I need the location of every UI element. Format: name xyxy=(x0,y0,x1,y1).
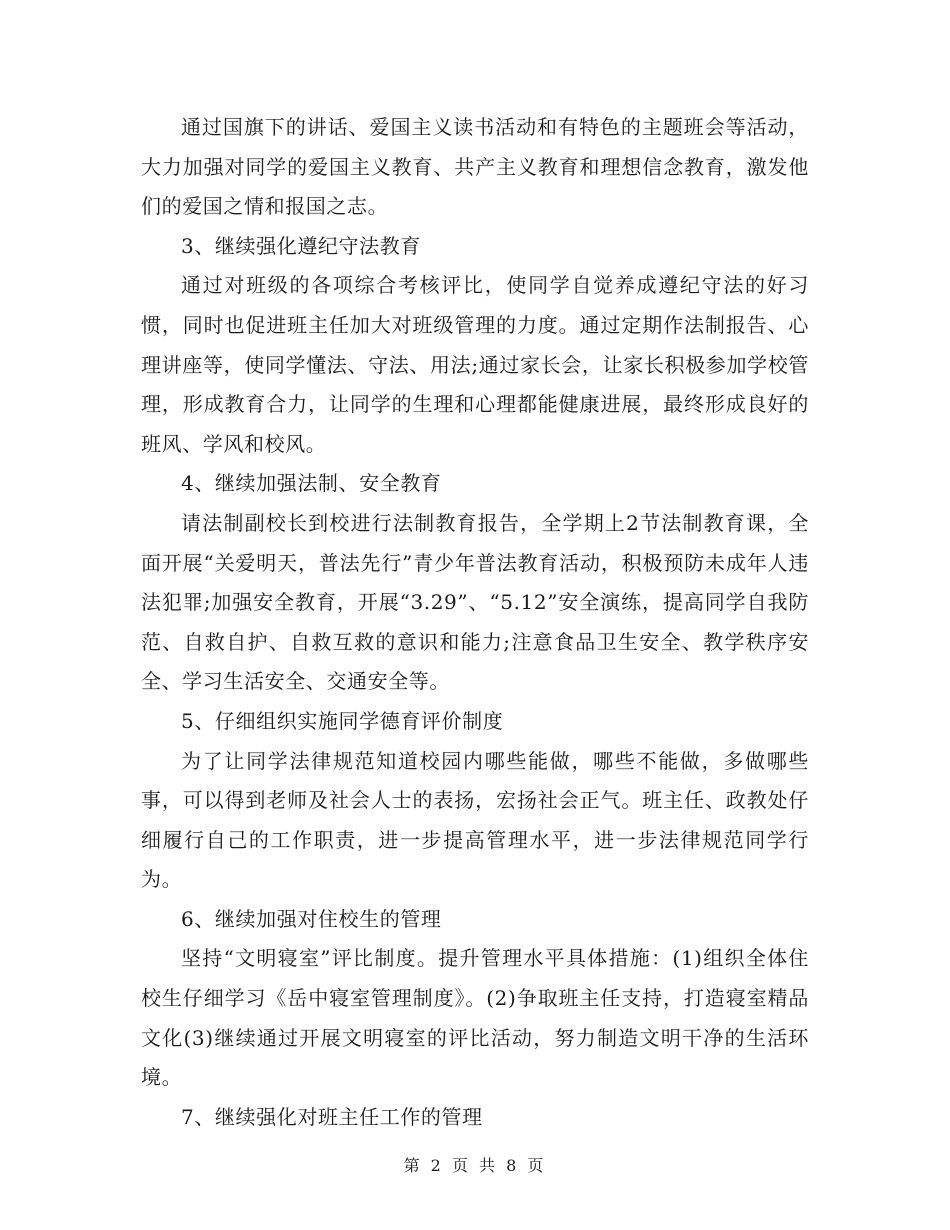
section-heading-moral-evaluation: 5、仔细组织实施同学德育评价制度 xyxy=(181,708,504,733)
document-body xyxy=(141,108,809,1137)
paragraph-law-discipline: 通过对班级的各项综合考核评比，使同学自觉养成遵纪守法的好习惯，同时也促进班主任加大对班级管理的力度。通过定期作法制报告、心理讲座等，使同学懂法、守法、用法;通过家长会，让家长积极参加学校管理，形成教育合力，让同学的生理和心理都能健康进展，最终形成良好的班风、学风和校风。 xyxy=(141,273,809,456)
section-heading-class-teacher: 7、继续强化对班主任工作的管理 xyxy=(181,1104,483,1129)
section-heading-law-discipline: 3、继续强化遵纪守法教育 xyxy=(181,233,421,258)
paragraph-boarding-students: 坚持“文明寝室”评比制度。提升管理水平具体措施：(1)组织全体住校生仔细学习《岳中寝室管理制度》。(2)争取班主任支持，打造寝室精品文化(3)继续通过开展文明寝室的评比活动，努力制造文明干净的生活环境。 xyxy=(141,946,809,1090)
paragraph-legal-safety: 请法制副校长到校进行法制教育报告，全学期上2节法制教育课，全面开展“关爱明天，普法先行”青少年普法教育活动，积极预防未成年人违法犯罪;加强安全教育，开展“3.29”、“5.12”安全演练，提高同学自我防范、自救自护、自救互救的意识和能力;注意食品卫生安全、教学秩序安全、学习生活安全、交通安全等。 xyxy=(141,510,809,694)
section-heading-boarding-students: 6、继续加强对住校生的管理 xyxy=(181,906,442,931)
paragraph-moral-evaluation: 为了让同学法律规范知道校园内哪些能做，哪些不能做，多做哪些事，可以得到老师及社会人士的表扬，宏扬社会正气。班主任、政教处仔细履行自己的工作职责，进一步提高管理水平，进一步法律规范同学行为。 xyxy=(141,748,809,892)
page-number-footer: 第 2 页 共 8 页 xyxy=(403,1156,547,1175)
section-heading-legal-safety: 4、继续加强法制、安全教育 xyxy=(181,471,442,496)
paragraph-patriotic-education: 通过国旗下的讲话、爱国主义读书活动和有特色的主题班会等活动，大力加强对同学的爱国主义教育、共产主义教育和理想信念教育，激发他们的爱国之情和报国之志。 xyxy=(141,115,809,219)
